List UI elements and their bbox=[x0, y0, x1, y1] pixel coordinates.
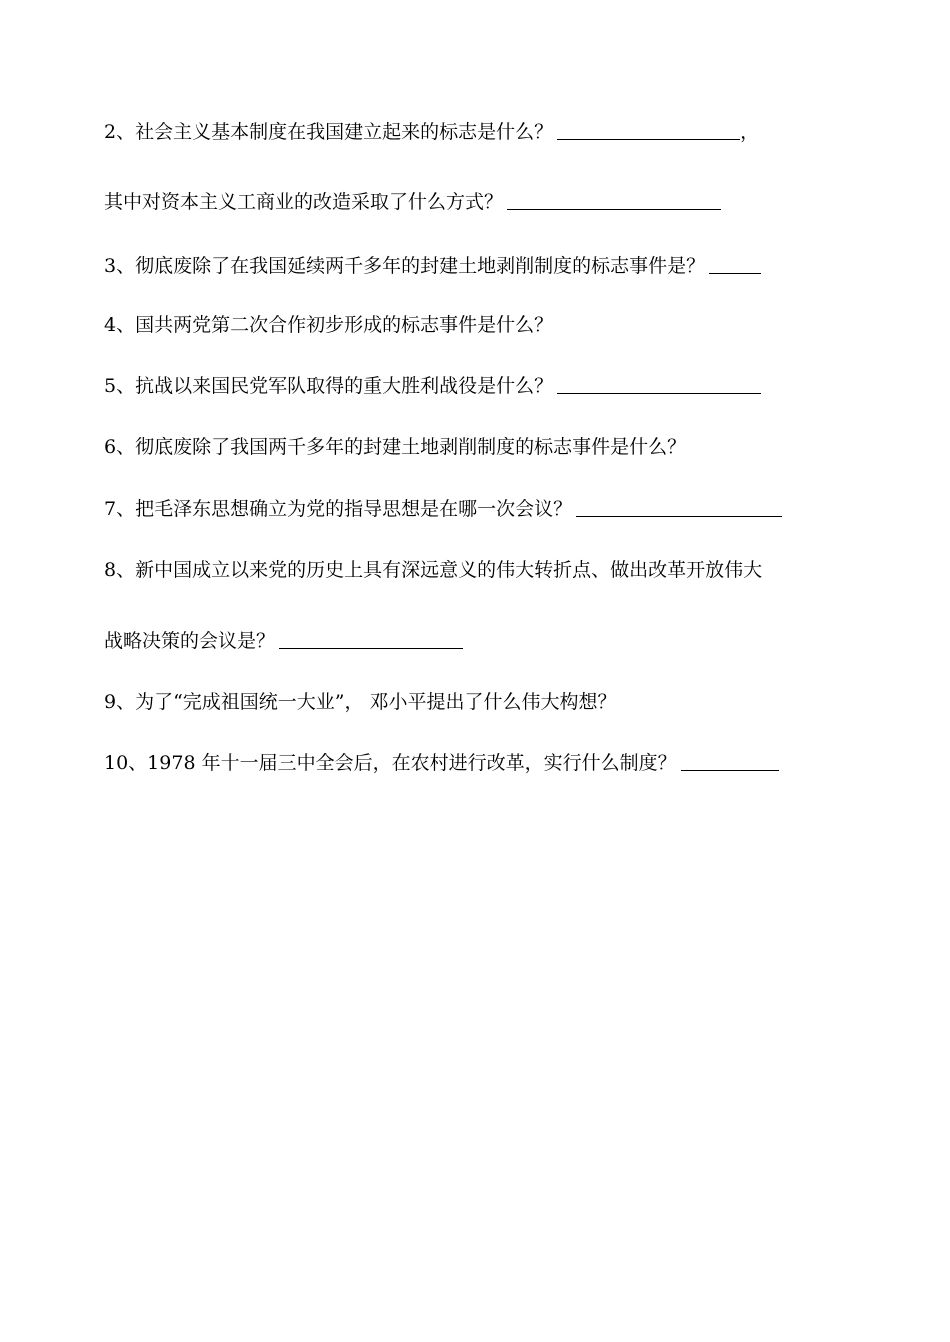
question-2-line-1 bbox=[104, 117, 759, 147]
question-8-line-1 bbox=[104, 555, 762, 585]
answer-blank-3[interactable] bbox=[709, 251, 761, 274]
question-2-subtext: 其中对资本主义工商业的改造采取了什么方式？ bbox=[104, 191, 504, 213]
question-5-text: 5、抗战以来国民党军队取得的重大胜利战役是什么？ bbox=[104, 375, 554, 397]
question-8-text: 8、新中国成立以来党的历史上具有深远意义的伟大转折点、做出改革开放伟大 bbox=[104, 559, 763, 581]
question-7-text: 7、把毛泽东思想确立为党的指导思想是在哪一次会议？ bbox=[104, 498, 573, 520]
question-8-subtext: 战略决策的会议是？ bbox=[104, 630, 276, 652]
question-9 bbox=[104, 687, 617, 717]
question-4 bbox=[104, 310, 553, 340]
question-7 bbox=[104, 494, 782, 524]
question-2-line-2 bbox=[104, 187, 721, 217]
question-10 bbox=[104, 748, 779, 778]
answer-blank-8[interactable] bbox=[279, 626, 463, 649]
question-4-text: 4、国共两党第二次合作初步形成的标志事件是什么？ bbox=[104, 314, 554, 336]
answer-blank-10[interactable] bbox=[681, 748, 779, 771]
question-5 bbox=[104, 371, 761, 401]
answer-blank-7[interactable] bbox=[576, 494, 782, 517]
question-10-text: 10、1978 年十一届三中全会后，在农村进行改革，实行什么制度？ bbox=[104, 752, 677, 774]
question-3-text: 3、彻底废除了在我国延续两千多年的封建土地剥削制度的标志事件是？ bbox=[104, 255, 706, 277]
answer-blank-2b[interactable] bbox=[507, 187, 721, 210]
question-2-text: 2、社会主义基本制度在我国建立起来的标志是什么？ bbox=[104, 121, 554, 143]
answer-blank-2a[interactable] bbox=[557, 117, 740, 140]
question-2-comma: ， bbox=[740, 121, 760, 143]
question-6-text: 6、彻底废除了我国两千多年的封建土地剥削制度的标志事件是什么？ bbox=[104, 436, 687, 458]
question-8-line-2 bbox=[104, 626, 463, 656]
question-6 bbox=[104, 432, 686, 462]
answer-blank-5[interactable] bbox=[557, 371, 761, 394]
question-9-text: 9、为了“完成祖国统一大业”， 邓小平提出了什么伟大构想？ bbox=[104, 691, 617, 713]
question-3 bbox=[104, 251, 761, 281]
